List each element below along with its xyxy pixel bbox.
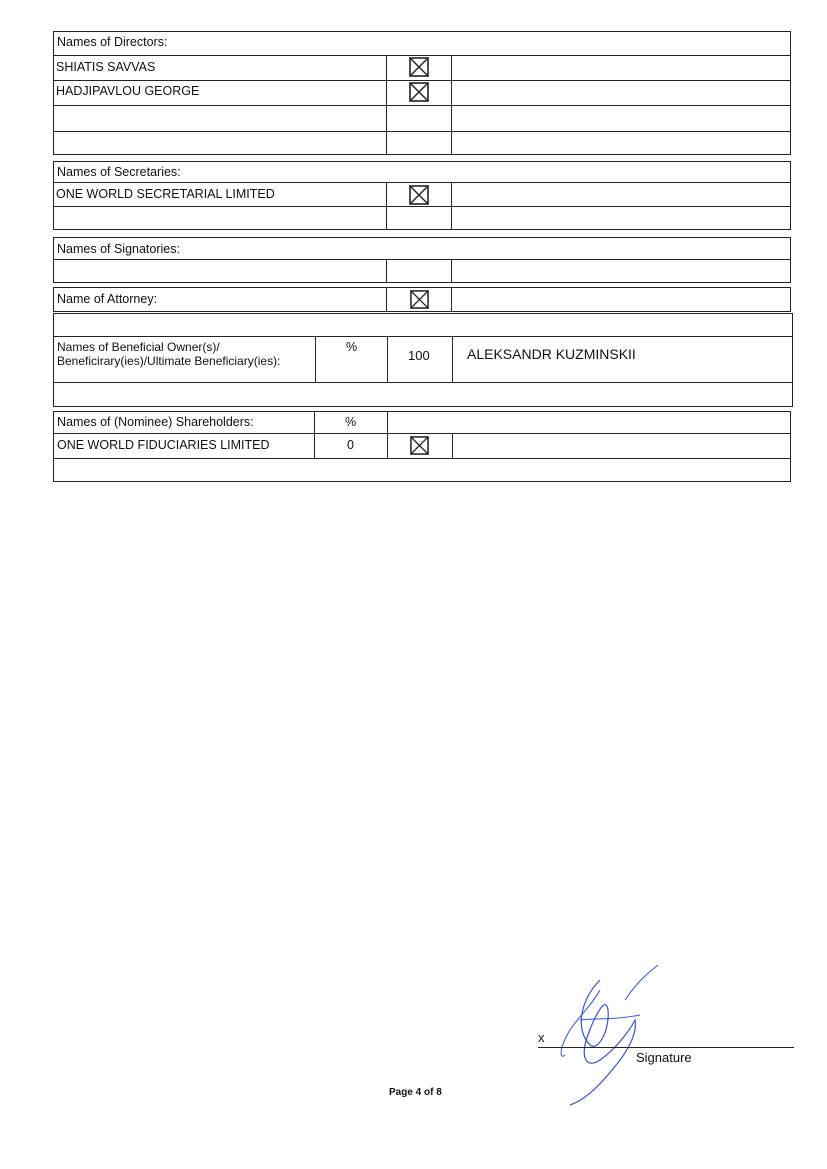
shareholder-name: ONE WORLD FIDUCIARIES LIMITED	[57, 438, 270, 452]
beneficial-owner-name: ALEKSANDR KUZMINSKII	[467, 346, 636, 362]
attorney-header: Name of Attorney:	[57, 292, 158, 306]
checked-box-icon[interactable]	[410, 290, 429, 309]
checked-box-icon[interactable]	[410, 436, 429, 455]
director-name: SHIATIS SAVVAS	[56, 60, 156, 74]
shareholder-percent: 0	[347, 438, 354, 452]
signature-line	[538, 1047, 794, 1048]
signature-mark: x	[538, 1030, 545, 1045]
director-name: HADJIPAVLOU GEORGE	[56, 84, 200, 98]
page-number: Page 4 of 8	[389, 1087, 442, 1098]
signatories-header: Names of Signatories:	[57, 242, 180, 256]
secretaries-header: Names of Secretaries:	[57, 165, 181, 179]
secretary-name: ONE WORLD SECRETARIAL LIMITED	[56, 187, 275, 201]
shareholders-header: Names of (Nominee) Shareholders:	[57, 415, 254, 429]
beneficial-owner-label-line2: Beneficirary(ies)/Ultimate Beneficiary(ies):	[57, 354, 281, 368]
percent-header: %	[346, 340, 358, 354]
percent-header: %	[345, 415, 357, 429]
checked-box-icon[interactable]	[409, 185, 429, 205]
percent-value: 100	[408, 348, 430, 363]
signature-label: Signature	[636, 1050, 692, 1065]
beneficial-owner-label: Names of Beneficial Owner(s)/	[57, 340, 220, 354]
checked-box-icon[interactable]	[409, 57, 429, 77]
handwritten-signature-icon	[540, 960, 680, 1110]
checked-box-icon[interactable]	[409, 82, 429, 102]
directors-header: Names of Directors:	[57, 35, 168, 49]
